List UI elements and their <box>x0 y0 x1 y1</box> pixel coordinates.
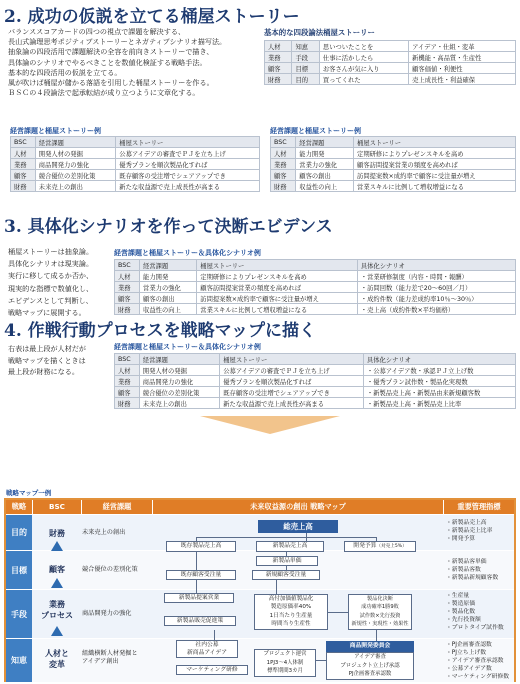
section4-body: 右表は最上段が人材だが 戦略マップを描くときは 最上段が財務になる。 <box>8 344 87 376</box>
box-project-ops: プロジェクト運営 1PJ3〜4人体制 標準期間3カ月 <box>254 649 316 677</box>
connector-line <box>196 537 376 538</box>
kadai-people: 組織横断人材発掘と アイデア創出 <box>82 650 138 665</box>
bsc-process: 業務 プロセス <box>41 600 73 620</box>
box-existing-sales: 既存製品売上高 <box>166 541 236 552</box>
example2-table: BSC 経営課題 桶屋ストーリー 人材 能力開発 定期研修によりプレゼンスキルを高め 業務 営業力の強化 顧客訪問提案営業の頻度を高めれば 顧客 顧客の創出 訪問提案数×成約率で顧客に受注量が増え 財務 収益性の向上 営業スキルに比例して増収増益になる <box>270 136 516 192</box>
row-label-means: 手段 <box>6 590 32 638</box>
section2-title: 2. 成功の仮説を立てる桶屋ストーリー <box>4 7 300 27</box>
kadai-process: 商品開発力の強化 <box>82 610 132 617</box>
down-arrow-icon <box>200 416 340 434</box>
strategy-map <box>4 498 516 682</box>
box-existing-orders: 既存顧客受注量 <box>166 570 236 580</box>
section3-body: 桶屋ストーリーは抽象論。 具体化シナリオは現実論。 実行に移して成るか否か、 現実的な指標で数値化し、 エビデンスとして判断し、 戦略マップに展開する。 <box>8 247 94 318</box>
example1-title: 経営課題と桶屋ストーリー例 <box>10 127 101 135</box>
connector-line <box>328 612 348 613</box>
box-dev-committee: 商品開発委員会 <box>326 641 414 652</box>
box-promotion: 新製品販売促進策 <box>164 616 236 626</box>
kadai-finance: 未来売上の創出 <box>82 529 126 536</box>
box-new-orders: 新規顧客受注量 <box>252 570 320 580</box>
basic-story-table: 人材 知恵 思いついたことを アイデア・仕組・変革 業務 手段 仕事に活かしたら 新機能・高品質・生産性 顧客 目標 お客さんが気に入り 顧客価値・利便性 財務 目的 買ってくれた 売上成長性・利益確保 <box>264 40 516 85</box>
map-header-bsc: BSC <box>33 500 81 514</box>
scenario-table-title: 経営課題と桶屋ストーリー＆具体化シナリオ例 <box>114 249 261 257</box>
box-marketing-training: マーケティング研修 <box>176 665 248 675</box>
box-new-unit-price: 新製品単価 <box>256 556 318 566</box>
map-header-map: 未来収益源の創出 戦略マップ <box>153 500 443 514</box>
up-triangle-icon <box>51 578 63 588</box>
map-caption: 戦略マップ一例 <box>6 489 52 497</box>
connector-line <box>196 579 197 593</box>
map-header-kadai: 経営課題 <box>82 500 152 514</box>
row-label-purpose: 目的 <box>6 515 32 550</box>
box-internal-ideas: 社内公募 新商品アイデア <box>176 640 238 658</box>
indicators-process: ・生産量 ・製造原価 ・製品化数 ・先行投資額 ・プロトタイプ試作数 <box>446 593 504 631</box>
bsc-finance: 財務 <box>49 529 65 538</box>
box-total-sales: 総売上高 <box>258 520 338 533</box>
map-header-strategy: 戦略 <box>6 500 32 514</box>
connector-line <box>214 630 215 640</box>
box-idea-review: アイデア審査 プロジェクト立上げ承認 PJ企画審査承認数 <box>326 652 414 680</box>
connector-line <box>196 550 197 570</box>
box-high-value-production: 高付加価値製品化 製造原価率40% 1日当たり生産量 時間当り生産性 <box>254 594 328 630</box>
section4-title: 4. 作戦行動プロセスを戦略マップに描く <box>4 321 316 341</box>
box-dev-budget: 開発予算（対売上5%） <box>344 541 416 552</box>
row-label-goal: 目標 <box>6 551 32 589</box>
basic-story-title: 基本的な四段論法桶屋ストーリー <box>264 28 375 37</box>
strategy-table: BSC 経営課題 桶屋ストーリー 具体化シナリオ 人材 開発人材の発掘 公募アイデアの審査でＰＪを立ち上げ ・公募アイデア数・承認ＰＪ立上げ数 業務 商品開発力の強化 優秀プランを順次製品化すれば ・優秀プラン試作数・製品化実現数 顧客 競合優位の差別化策 既存顧客の受注増でシェアアップでき ・新製品売上高・新製品由来新規顧客数 財務 未来売上の創出 新たな収益源で売上成長性が高まる ・新製品売上高・新製品売上比率 <box>114 353 516 409</box>
strategy-table-title: 経営課題と桶屋ストーリー＆具体化シナリオ例 <box>114 343 261 351</box>
map-header-indicators: 重要管理指標 <box>444 500 514 514</box>
box-productization: 製品化決断 成功確率1勝9敗 試作数×先行投資 新規性・実現性・効果性 <box>348 594 412 630</box>
scenario-table: BSC 経営課題 桶屋ストーリー 具体化シナリオ 人材 能力開発 定期研修によりプレゼンスキルを高め ・営業研修制度（内容・時間・報酬） 業務 営業力の強化 顧客訪問提案営業の頻度を高めれば ・訪問回数（能力差で20〜60回／月） 顧客 顧客の創出 訪問提案数×成約率で顧客に受注量が増え ・成約件数（能力差成約率10％〜30％） 財務 収益性の向上 営業スキルに比例して増収増益になる ・売上高（成約件数×平均価格） <box>114 259 516 315</box>
indicators-people: ・PJ企画審査認数 ・PJ立ち上げ数 ・アイデア審査承認数 ・公募アイデア数 ・マーケティング研修数 <box>446 642 510 680</box>
section2-body: バランススコアカードの四つの視点で課題を解決する、 長山式論理思考ポジティブストーリーとネガティブシナリオ描写法。 抽象論の四段活用で課題解決の全容を前向きストーリーで描き、 具体論のシナリオでやるべきことを数値化検証する戦略手法。 基本的な四段活用の仮説を立てる。 風が吹けば桶屋が儲かる落語を引用した桶屋ストーリーを作る。 ＢＳＣの４段論法で起承転結が成り立つように文章化する。 <box>8 27 227 98</box>
bsc-customer: 顧客 <box>49 565 65 574</box>
indicators-finance: ・新製品売上高 ・新製品売上比率 ・開発予算 <box>446 520 493 542</box>
up-triangle-icon <box>51 626 63 636</box>
row-label-wisdom: 知恵 <box>6 639 32 682</box>
up-triangle-icon <box>51 541 63 551</box>
example1-table: BSC 経営課題 桶屋ストーリー 人材 開発人材の発掘 公募アイデアの審査でＰＪを立ち上げ 業務 商品開発力の強化 優秀プランを順次製品化すれば 顧客 競合優位の差別化策 既存顧客の受注増でシェアアップでき 財務 未来売上の創出 新たな収益源で売上成長性が高まる <box>10 136 260 192</box>
box-new-sales: 新製品売上高 <box>256 541 324 552</box>
example2-title: 経営課題と桶屋ストーリー例 <box>270 127 361 135</box>
bsc-people: 人材と 変革 <box>45 649 69 669</box>
indicators-customer: ・新製品客単価 ・新製品客数 ・新製品新規顧客数 <box>446 559 499 581</box>
box-proposal-sales: 新製品提案営業 <box>164 593 234 603</box>
kadai-customer: 競合優位の差別化策 <box>82 566 138 573</box>
section3-title: 3. 具体化シナリオを作って決断エビデンス <box>4 217 333 237</box>
